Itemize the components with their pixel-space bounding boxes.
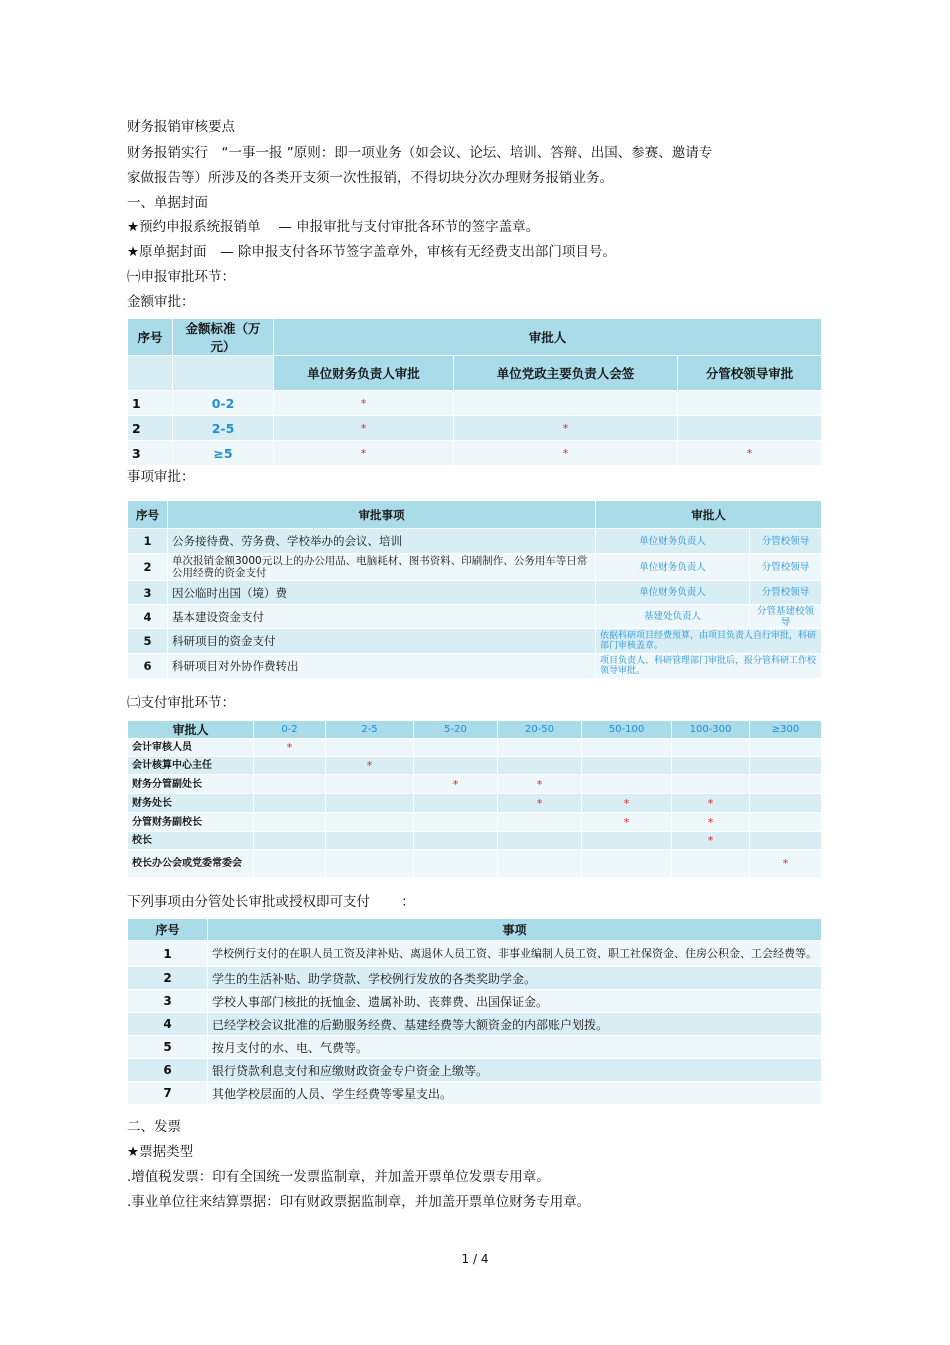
t3-mark: *: [672, 832, 750, 850]
t2-header-approver: 审批人: [596, 501, 822, 529]
t3-mark: [414, 757, 498, 775]
t1-col-party-head: 单位党政主要负责人会签: [454, 356, 678, 391]
t3-mark: [254, 757, 326, 775]
t1-mark: *: [678, 441, 822, 466]
t3-mark: [326, 794, 414, 813]
t3-mark: [582, 832, 672, 850]
t3-role: 财务处长: [128, 794, 254, 813]
t1-mark: [678, 416, 822, 441]
t3-role: 会计审核人员: [128, 739, 254, 757]
t3-range: 5-20: [414, 721, 498, 739]
t2-item: 基本建设资金支付: [168, 605, 596, 629]
delegated-payment-label: 下列事项由分管处长审批或授权即可支付 ：: [127, 894, 415, 910]
t3-mark: [750, 775, 822, 794]
table-row: [128, 967, 822, 990]
t3-mark: [672, 775, 750, 794]
t3-role: 分管财务副校长: [128, 813, 254, 832]
item-approval-label: 事项审批：: [127, 469, 195, 485]
t3-range: 2-5: [326, 721, 414, 739]
t3-mark: *: [326, 757, 414, 775]
t2-item: 公务接待费、劳务费、学校举办的会议、培训: [168, 529, 596, 554]
t3-role: 校长办公会或党委常委会: [128, 850, 254, 878]
table-row: [128, 554, 822, 581]
table-row: [128, 391, 822, 416]
page-number: 1 / 4: [461, 1252, 489, 1266]
t2-seq: 5: [128, 629, 168, 654]
t3-mark: [750, 739, 822, 757]
t3-mark: [672, 739, 750, 757]
t2-item: 科研项目的资金支付: [168, 629, 596, 654]
amount-approval-label: 金额审批：: [127, 294, 195, 310]
t3-mark: *: [672, 794, 750, 813]
t2-item: 单次报销金额3000元以上的办公用品、电脑耗材、图书资料、印刷制作、公务用车等日常公用经费的资金支付: [168, 554, 596, 581]
subheading-application-approval: ㈠申报审批环节：: [127, 269, 235, 285]
table-row: [128, 941, 822, 967]
t4-seq: 2: [128, 967, 208, 990]
item-approval-table: [127, 500, 822, 679]
t3-mark: [750, 813, 822, 832]
t3-mark: [582, 739, 672, 757]
intro-line-2: 家做报告等）所涉及的各类开支须一次性报销，不得切块分次办理财务报销业务。: [127, 170, 613, 186]
t3-mark: *: [254, 739, 326, 757]
table-row: [128, 1059, 822, 1082]
t3-mark: *: [672, 813, 750, 832]
t2-approver-1: 基建处负责人: [596, 605, 750, 629]
t1-seq: 2: [128, 416, 173, 441]
t1-col-school-leader: 分管校领导审批: [678, 356, 822, 391]
t1-mark: [454, 391, 678, 416]
t3-mark: [326, 739, 414, 757]
t4-seq: 4: [128, 1013, 208, 1036]
intro-line-1: 财务报销实行 “一事一报 ”原则：即一项业务（如会议、论坛、培训、答辩、出国、参赛、邀请专: [127, 145, 713, 161]
doc-title: 财务报销审核要点: [127, 119, 235, 135]
t1-mark: *: [454, 441, 678, 466]
table-row: [128, 605, 822, 629]
t2-approver-note: 项目负责人、科研管理部门审批后，报分管科研工作校领导审批。: [596, 654, 822, 679]
t2-header-item: 审批事项: [168, 501, 596, 529]
table-row: [128, 775, 822, 794]
t3-mark: [414, 739, 498, 757]
section-heading-1: 一、单据封面: [127, 195, 208, 211]
table-row: [128, 794, 822, 813]
t3-mark: *: [498, 794, 582, 813]
t2-seq: 1: [128, 529, 168, 554]
delegated-items-table: [127, 918, 822, 1105]
t3-mark: [672, 850, 750, 878]
t1-header-standard: 金额标准（万元）: [173, 319, 274, 356]
t3-role: 财务分管副处长: [128, 775, 254, 794]
t3-role: 会计核算中心主任: [128, 757, 254, 775]
t3-mark: [414, 794, 498, 813]
table-row: [128, 441, 822, 466]
t3-mark: [498, 850, 582, 878]
t2-header-seq: 序号: [128, 501, 168, 529]
table-row: [128, 832, 822, 850]
t1-range: ≥5: [173, 441, 274, 466]
t1-seq: 3: [128, 441, 173, 466]
t3-mark: *: [582, 813, 672, 832]
t4-seq: 7: [128, 1082, 208, 1105]
t3-range: 0-2: [254, 721, 326, 739]
t2-approver-1: 单位财务负责人: [596, 529, 750, 554]
table-row: [128, 1013, 822, 1036]
t2-approver-1: 单位财务负责人: [596, 581, 750, 605]
t4-item: 银行贷款利息支付和应缴财政资金专户资金上缴等。: [208, 1059, 822, 1082]
t2-seq: 4: [128, 605, 168, 629]
t3-range: ≥300: [750, 721, 822, 739]
bullet-reservation-form: ★预约申报系统报销单 — 申报审批与支付审批各环节的签字盖章。: [127, 219, 540, 235]
t2-seq: 2: [128, 554, 168, 581]
table-row: [128, 757, 822, 775]
table-row: [128, 581, 822, 605]
t4-seq: 6: [128, 1059, 208, 1082]
t1-mark: *: [274, 441, 454, 466]
section-heading-2: 二、发票: [127, 1119, 181, 1135]
t2-approver-2: 分管校领导: [750, 529, 822, 554]
table-row: [128, 654, 822, 679]
invoice-vat: .增值税发票：印有全国统一发票监制章，并加盖开票单位发票专用章。: [127, 1169, 550, 1185]
bullet-original-cover: ★原单据封面 — 除申报支付各环节签字盖章外，审核有无经费支出部门项目号。: [127, 244, 616, 260]
t1-mark: *: [274, 416, 454, 441]
t3-mark: [750, 832, 822, 850]
t2-seq: 3: [128, 581, 168, 605]
t4-item: 学校例行支付的在职人员工资及津补贴、离退休人员工资、非事业编制人员工资、职工社保资金、住房公积金、工会经费等。: [208, 941, 822, 967]
t3-mark: [750, 794, 822, 813]
t4-item: 学校人事部门核批的抚恤金、遗属补助、丧葬费、出国保证金。: [208, 990, 822, 1013]
t2-approver-2: 分管校领导: [750, 581, 822, 605]
t2-approver-2: 分管校领导: [750, 554, 822, 581]
t1-mark: *: [274, 391, 454, 416]
t3-mark: [498, 813, 582, 832]
subheading-payment-approval: ㈡支付审批环节：: [127, 695, 235, 711]
t2-item: 科研项目对外协作费转出: [168, 654, 596, 679]
t3-mark: [498, 739, 582, 757]
t3-mark: *: [414, 775, 498, 794]
t3-mark: [672, 757, 750, 775]
t3-role: 校长: [128, 832, 254, 850]
t2-seq: 6: [128, 654, 168, 679]
t1-mark: *: [454, 416, 678, 441]
t3-mark: *: [582, 794, 672, 813]
t1-header-approver: 审批人: [274, 319, 822, 356]
t3-range: 50-100: [582, 721, 672, 739]
t3-mark: [414, 832, 498, 850]
t4-header-item: 事项: [208, 919, 822, 941]
t4-seq: 1: [128, 941, 208, 967]
t4-header-seq: 序号: [128, 919, 208, 941]
t1-seq: 1: [128, 391, 173, 416]
t2-approver-1: 单位财务负责人: [596, 554, 750, 581]
t3-mark: [498, 757, 582, 775]
t3-mark: [414, 850, 498, 878]
t1-col-unit-finance: 单位财务负责人审批: [274, 356, 454, 391]
t1-range: 2-5: [173, 416, 274, 441]
t3-mark: [498, 832, 582, 850]
t3-mark: [254, 832, 326, 850]
t3-mark: [326, 813, 414, 832]
t2-approver-2: 分管基建校领导: [750, 605, 822, 629]
t3-range: 20-50: [498, 721, 582, 739]
table-row: [128, 850, 822, 878]
t3-mark: *: [498, 775, 582, 794]
payment-approval-table: [127, 720, 822, 878]
t3-mark: [750, 757, 822, 775]
t3-mark: [254, 850, 326, 878]
amount-approval-table: [127, 318, 822, 466]
table-row: [128, 529, 822, 554]
table-row: [128, 990, 822, 1013]
t1-range: 0-2: [173, 391, 274, 416]
t4-item: 已经学校会议批准的后勤服务经费、基建经费等大额资金的内部账户划拨。: [208, 1013, 822, 1036]
t4-seq: 5: [128, 1036, 208, 1059]
t4-item: 按月支付的水、电、气费等。: [208, 1036, 822, 1059]
t2-item: 因公临时出国（境）费: [168, 581, 596, 605]
t1-mark: [678, 391, 822, 416]
t3-mark: *: [750, 850, 822, 878]
table-row: [128, 1036, 822, 1059]
t3-mark: [254, 775, 326, 794]
t3-range: 100-300: [672, 721, 750, 739]
t3-mark: [326, 850, 414, 878]
t3-mark: [326, 832, 414, 850]
table-row: [128, 813, 822, 832]
t4-seq: 3: [128, 990, 208, 1013]
table-row: [128, 1082, 822, 1105]
table-row: [128, 629, 822, 654]
t4-item: 学生的生活补贴、助学贷款、学校例行发放的各类奖助学金。: [208, 967, 822, 990]
t3-mark: [582, 850, 672, 878]
t2-approver-note: 依据科研项目经费预算，由项目负责人自行审批，科研部门审核盖章。: [596, 629, 822, 654]
t3-mark: [582, 775, 672, 794]
t3-mark: [254, 794, 326, 813]
t3-header-approver: 审批人: [128, 721, 254, 739]
t3-mark: [582, 757, 672, 775]
t3-mark: [326, 775, 414, 794]
invoice-settlement: .事业单位往来结算票据：印有财政票据监制章，并加盖开票单位财务专用章。: [127, 1194, 591, 1210]
bullet-invoice-types: ★票据类型: [127, 1144, 194, 1160]
t4-item: 其他学校层面的人员、学生经费等零星支出。: [208, 1082, 822, 1105]
t1-header-seq: 序号: [128, 319, 173, 356]
t3-mark: [254, 813, 326, 832]
table-row: [128, 739, 822, 757]
table-row: [128, 416, 822, 441]
t3-mark: [414, 813, 498, 832]
